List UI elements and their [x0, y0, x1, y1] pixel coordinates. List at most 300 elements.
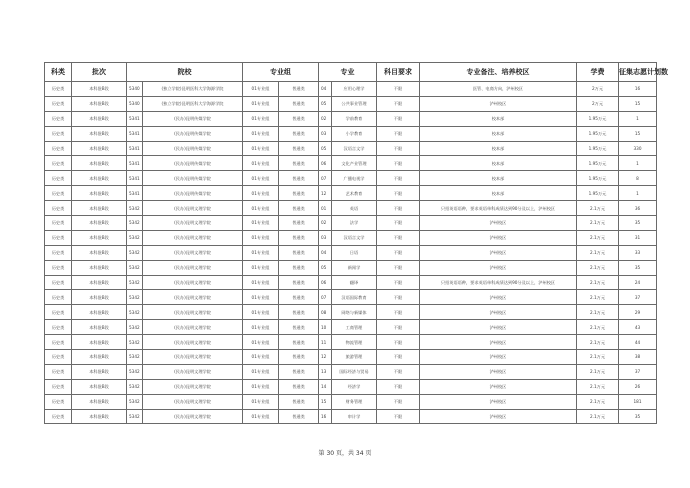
table-row: [45, 230, 657, 245]
cell-major-notes: 校本部: [420, 171, 577, 186]
cell-plan-count: 37: [619, 290, 657, 305]
cell-institution-code: 5342: [127, 350, 143, 365]
cell-tuition: 1.95万元: [577, 111, 619, 126]
cell-plan-count: 26: [619, 379, 657, 394]
cell-subject-category: 历史类: [45, 260, 72, 275]
cell-institution-code: 5342: [127, 245, 143, 260]
cell-major: 经济学: [332, 379, 377, 394]
cell-subject-requirement: 不限: [377, 186, 420, 201]
cell-major: 学前教育: [332, 111, 377, 126]
table-row: [45, 245, 657, 260]
cell-group-code: 01专业组: [243, 379, 279, 394]
cell-major: 汉语言文学: [332, 230, 377, 245]
cell-tuition: 1.95万元: [577, 156, 619, 171]
cell-institution: (民办)昆明传媒学院: [143, 186, 243, 201]
cell-subject-requirement: 不限: [377, 364, 420, 379]
cell-major: 法学: [332, 216, 377, 231]
cell-subject-category: 历史类: [45, 379, 72, 394]
cell-subject-requirement: 不限: [377, 156, 420, 171]
cell-tuition: 1.95万元: [577, 141, 619, 156]
cell-plan-count: 43: [619, 320, 657, 335]
cell-batch: 本科批B段: [72, 82, 127, 97]
cell-institution: (民办)昆明文理学院: [143, 379, 243, 394]
cell-major-code: 10: [319, 320, 332, 335]
cell-subject-category: 历史类: [45, 394, 72, 409]
cell-batch: 本科批B段: [72, 230, 127, 245]
table-row: [45, 171, 657, 186]
cell-subject-requirement: 不限: [377, 290, 420, 305]
cell-group-code: 01专业组: [243, 186, 279, 201]
cell-tuition: 2.1万元: [577, 290, 619, 305]
cell-major: 网络与新媒体: [332, 305, 377, 320]
cell-major-code: 13: [319, 364, 332, 379]
cell-major-code: 12: [319, 186, 332, 201]
cell-subject-category: 历史类: [45, 216, 72, 231]
cell-plan-count: 1: [619, 156, 657, 171]
cell-batch: 本科批B段: [72, 305, 127, 320]
cell-subject-requirement: 不限: [377, 82, 420, 97]
cell-subject-requirement: 不限: [377, 409, 420, 424]
cell-plan-count: 15: [619, 126, 657, 141]
cell-tuition: 1.95万元: [577, 171, 619, 186]
cell-institution-code: 5341: [127, 186, 143, 201]
cell-institution: (民办)昆明文理学院: [143, 260, 243, 275]
cell-institution: (民办)昆明文理学院: [143, 335, 243, 350]
table-row: [45, 290, 657, 305]
cell-major-code: 11: [319, 335, 332, 350]
cell-tuition: 2.1万元: [577, 364, 619, 379]
header-major-notes: 专业备注、培养校区: [420, 63, 577, 82]
cell-major: 文化产业管理: [332, 156, 377, 171]
cell-batch: 本科批B段: [72, 245, 127, 260]
cell-group-type: 普通类: [279, 394, 319, 409]
cell-institution: (独立学院)昆明医科大学海源学院: [143, 82, 243, 97]
cell-major-code: 07: [319, 290, 332, 305]
cell-group-code: 01专业组: [243, 290, 279, 305]
table-row: [45, 126, 657, 141]
cell-institution-code: 5342: [127, 335, 143, 350]
cell-major: 汉语言文学: [332, 141, 377, 156]
cell-group-code: 01专业组: [243, 275, 279, 290]
cell-group-type: 普通类: [279, 290, 319, 305]
cell-plan-count: 35: [619, 260, 657, 275]
cell-group-code: 01专业组: [243, 394, 279, 409]
header-tuition: 学费: [577, 63, 619, 82]
page-footer: 第 30 页，共 34 页: [318, 450, 372, 457]
cell-group-type: 普通类: [279, 275, 319, 290]
cell-institution: (民办)昆明文理学院: [143, 290, 243, 305]
cell-major-notes: 校本部: [420, 141, 577, 156]
cell-plan-count: 35: [619, 216, 657, 231]
cell-group-type: 普通类: [279, 409, 319, 424]
cell-group-type: 普通类: [279, 156, 319, 171]
cell-major: 公共事业管理: [332, 96, 377, 111]
cell-institution-code: 5342: [127, 290, 143, 305]
cell-institution-code: 5342: [127, 409, 143, 424]
cell-subject-requirement: 不限: [377, 230, 420, 245]
cell-institution: (民办)昆明文理学院: [143, 364, 243, 379]
cell-institution-code: 5340: [127, 82, 143, 97]
table-row: [45, 379, 657, 394]
cell-group-code: 01专业组: [243, 409, 279, 424]
cell-group-type: 普通类: [279, 320, 319, 335]
table-row: [45, 350, 657, 365]
cell-major-code: 08: [319, 305, 332, 320]
cell-institution: (独立学院)昆明医科大学海源学院: [143, 96, 243, 111]
cell-institution: (民办)昆明传媒学院: [143, 141, 243, 156]
cell-tuition: 2.1万元: [577, 201, 619, 216]
cell-subject-category: 历史类: [45, 126, 72, 141]
table-row: [45, 216, 657, 231]
cell-major: 汉语国际教育: [332, 290, 377, 305]
cell-major: 小学教育: [332, 126, 377, 141]
cell-subject-category: 历史类: [45, 320, 72, 335]
cell-major-code: 03: [319, 126, 332, 141]
cell-plan-count: 33: [619, 245, 657, 260]
cell-major-notes: 泸州校区: [420, 96, 577, 111]
cell-group-code: 01专业组: [243, 171, 279, 186]
cell-major-notes: 泸州校区: [420, 216, 577, 231]
table-row: [45, 275, 657, 290]
cell-subject-requirement: 不限: [377, 350, 420, 365]
cell-group-type: 普通类: [279, 216, 319, 231]
cell-tuition: 2.1万元: [577, 275, 619, 290]
cell-batch: 本科批B段: [72, 171, 127, 186]
cell-institution-code: 5341: [127, 126, 143, 141]
table-row: [45, 260, 657, 275]
cell-tuition: 1.95万元: [577, 126, 619, 141]
enrollment-plan-table: [44, 62, 668, 424]
cell-batch: 本科批B段: [72, 126, 127, 141]
cell-plan-count: 35: [619, 409, 657, 424]
cell-major-notes: 泸州校区: [420, 260, 577, 275]
cell-major: 翻译: [332, 275, 377, 290]
cell-group-code: 01专业组: [243, 126, 279, 141]
table-row: [45, 201, 657, 216]
cell-batch: 本科批B段: [72, 201, 127, 216]
cell-group-code: 01专业组: [243, 260, 279, 275]
cell-tuition: 2.1万元: [577, 305, 619, 320]
cell-plan-count: 8: [619, 171, 657, 186]
cell-major: 财务管理: [332, 394, 377, 409]
cell-major: 艺术教育: [332, 186, 377, 201]
cell-major-notes: 泸州校区: [420, 320, 577, 335]
cell-subject-requirement: 不限: [377, 260, 420, 275]
cell-group-type: 普通类: [279, 126, 319, 141]
cell-group-type: 普通类: [279, 260, 319, 275]
cell-subject-category: 历史类: [45, 111, 72, 126]
cell-major-code: 02: [319, 216, 332, 231]
cell-group-type: 普通类: [279, 230, 319, 245]
cell-institution: (民办)昆明传媒学院: [143, 126, 243, 141]
table-row: [45, 394, 657, 409]
cell-subject-requirement: 不限: [377, 171, 420, 186]
table-row: [45, 82, 657, 97]
cell-major-notes: 泸州校区: [420, 245, 577, 260]
cell-plan-count: 15: [619, 96, 657, 111]
cell-group-type: 普通类: [279, 305, 319, 320]
table-row: [45, 335, 657, 350]
cell-major-code: 05: [319, 96, 332, 111]
cell-batch: 本科批B段: [72, 290, 127, 305]
cell-major-code: 14: [319, 379, 332, 394]
cell-major-notes: 校本部: [420, 156, 577, 171]
cell-major-notes: 只招英语语种，要求英语单科成绩达到90分及以上，泸州校区: [420, 201, 577, 216]
cell-group-type: 普通类: [279, 111, 319, 126]
cell-batch: 本科批B段: [72, 96, 127, 111]
cell-institution: (民办)昆明文理学院: [143, 230, 243, 245]
cell-batch: 本科批B段: [72, 364, 127, 379]
cell-plan-count: 38: [619, 350, 657, 365]
cell-plan-count: 181: [619, 394, 657, 409]
cell-institution-code: 5342: [127, 394, 143, 409]
cell-subject-category: 历史类: [45, 201, 72, 216]
cell-subject-category: 历史类: [45, 350, 72, 365]
cell-major: 审计学: [332, 409, 377, 424]
cell-tuition: 2.1万元: [577, 216, 619, 231]
table-row: [45, 305, 657, 320]
cell-plan-count: 36: [619, 201, 657, 216]
cell-tuition: 2.1万元: [577, 320, 619, 335]
cell-subject-requirement: 不限: [377, 216, 420, 231]
cell-major-code: 05: [319, 141, 332, 156]
cell-subject-category: 历史类: [45, 96, 72, 111]
cell-subject-category: 历史类: [45, 409, 72, 424]
cell-group-type: 普通类: [279, 96, 319, 111]
cell-institution-code: 5342: [127, 260, 143, 275]
cell-group-code: 01专业组: [243, 141, 279, 156]
cell-plan-count: 37: [619, 364, 657, 379]
header-institution: 院校: [127, 63, 243, 82]
cell-batch: 本科批B段: [72, 409, 127, 424]
cell-major-notes: 泸州校区: [420, 335, 577, 350]
cell-major-notes: 泸州校区: [420, 364, 577, 379]
cell-group-type: 普通类: [279, 364, 319, 379]
cell-subject-requirement: 不限: [377, 320, 420, 335]
cell-batch: 本科批B段: [72, 394, 127, 409]
cell-institution-code: 5342: [127, 201, 143, 216]
cell-subject-requirement: 不限: [377, 379, 420, 394]
cell-major: 国际经济与贸易: [332, 364, 377, 379]
cell-batch: 本科批B段: [72, 156, 127, 171]
cell-tuition: 2.1万元: [577, 394, 619, 409]
cell-subject-requirement: 不限: [377, 111, 420, 126]
cell-institution: (民办)昆明文理学院: [143, 275, 243, 290]
cell-batch: 本科批B段: [72, 335, 127, 350]
cell-institution: (民办)昆明文理学院: [143, 201, 243, 216]
cell-institution-code: 5342: [127, 305, 143, 320]
cell-subject-category: 历史类: [45, 275, 72, 290]
cell-subject-category: 历史类: [45, 335, 72, 350]
cell-institution-code: 5342: [127, 230, 143, 245]
table-body: [45, 82, 657, 424]
cell-subject-category: 历史类: [45, 290, 72, 305]
cell-major-notes: 校本部: [420, 111, 577, 126]
cell-tuition: 2.1万元: [577, 230, 619, 245]
cell-group-type: 普通类: [279, 186, 319, 201]
cell-batch: 本科批B段: [72, 216, 127, 231]
cell-major-notes: 校本部: [420, 126, 577, 141]
cell-institution-code: 5341: [127, 171, 143, 186]
cell-subject-requirement: 不限: [377, 335, 420, 350]
cell-major-notes: 医管、电商方向，泸州校区: [420, 82, 577, 97]
cell-major: 工商管理: [332, 320, 377, 335]
cell-major-code: 01: [319, 201, 332, 216]
cell-group-code: 01专业组: [243, 201, 279, 216]
cell-group-code: 01专业组: [243, 364, 279, 379]
cell-group-code: 01专业组: [243, 82, 279, 97]
cell-institution-code: 5341: [127, 111, 143, 126]
cell-subject-category: 历史类: [45, 171, 72, 186]
table-row: [45, 320, 657, 335]
cell-tuition: 2.1万元: [577, 245, 619, 260]
cell-institution: (民办)昆明文理学院: [143, 245, 243, 260]
cell-major-notes: 泸州校区: [420, 290, 577, 305]
cell-subject-requirement: 不限: [377, 275, 420, 290]
table-row: [45, 156, 657, 171]
cell-subject-category: 历史类: [45, 364, 72, 379]
table-row: [45, 111, 657, 126]
cell-major-notes: 校本部: [420, 186, 577, 201]
cell-major: 广播电视学: [332, 171, 377, 186]
cell-tuition: 2.1万元: [577, 260, 619, 275]
cell-major-code: 04: [319, 82, 332, 97]
cell-group-type: 普通类: [279, 335, 319, 350]
cell-institution: (民办)昆明传媒学院: [143, 156, 243, 171]
cell-major-code: 04: [319, 245, 332, 260]
cell-subject-category: 历史类: [45, 156, 72, 171]
cell-subject-category: 历史类: [45, 141, 72, 156]
cell-group-code: 01专业组: [243, 350, 279, 365]
cell-major-code: 16: [319, 409, 332, 424]
cell-subject-requirement: 不限: [377, 126, 420, 141]
header-plan-count: 征集志愿计划数: [619, 63, 657, 82]
cell-tuition: 2万元: [577, 96, 619, 111]
cell-group-type: 普通类: [279, 171, 319, 186]
cell-tuition: 1.95万元: [577, 186, 619, 201]
cell-major-code: 03: [319, 230, 332, 245]
cell-subject-requirement: 不限: [377, 96, 420, 111]
cell-batch: 本科批B段: [72, 141, 127, 156]
cell-institution-code: 5342: [127, 364, 143, 379]
cell-plan-count: 1: [619, 186, 657, 201]
cell-institution-code: 5341: [127, 156, 143, 171]
cell-group-type: 普通类: [279, 245, 319, 260]
cell-institution-code: 5342: [127, 275, 143, 290]
cell-subject-category: 历史类: [45, 82, 72, 97]
cell-subject-category: 历史类: [45, 230, 72, 245]
cell-major: 应用心理学: [332, 82, 377, 97]
cell-major-notes: 泸州校区: [420, 350, 577, 365]
cell-major-notes: 泸州校区: [420, 379, 577, 394]
cell-institution: (民办)昆明文理学院: [143, 409, 243, 424]
cell-subject-category: 历史类: [45, 186, 72, 201]
cell-institution: (民办)昆明文理学院: [143, 216, 243, 231]
cell-group-code: 01专业组: [243, 320, 279, 335]
cell-subject-requirement: 不限: [377, 305, 420, 320]
cell-institution-code: 5342: [127, 216, 143, 231]
cell-institution: (民办)昆明传媒学院: [143, 111, 243, 126]
cell-institution: (民办)昆明文理学院: [143, 305, 243, 320]
header-subject-category: 科类: [45, 63, 72, 82]
header-batch: 批次: [72, 63, 127, 82]
cell-subject-requirement: 不限: [377, 141, 420, 156]
cell-subject-requirement: 不限: [377, 201, 420, 216]
cell-plan-count: 29: [619, 305, 657, 320]
table-row: [45, 96, 657, 111]
cell-major-notes: 只招英语语种，要求英语单科成绩达到90分及以上，泸州校区: [420, 275, 577, 290]
cell-plan-count: 330: [619, 141, 657, 156]
header-major-group: 专业组: [243, 63, 319, 82]
cell-institution: (民办)昆明文理学院: [143, 350, 243, 365]
header-major: 专业: [319, 63, 377, 82]
cell-tuition: 2.1万元: [577, 409, 619, 424]
cell-major-notes: 泸州校区: [420, 305, 577, 320]
cell-major-notes: 泸州校区: [420, 394, 577, 409]
cell-tuition: 2万元: [577, 82, 619, 97]
cell-tuition: 2.1万元: [577, 350, 619, 365]
cell-institution: (民办)昆明文理学院: [143, 320, 243, 335]
cell-group-code: 01专业组: [243, 216, 279, 231]
cell-group-type: 普通类: [279, 350, 319, 365]
table-row: [45, 186, 657, 201]
cell-batch: 本科批B段: [72, 320, 127, 335]
cell-plan-count: 24: [619, 275, 657, 290]
cell-institution-code: 5342: [127, 320, 143, 335]
cell-group-code: 01专业组: [243, 96, 279, 111]
cell-tuition: 2.1万元: [577, 335, 619, 350]
cell-group-type: 普通类: [279, 141, 319, 156]
cell-major-code: 06: [319, 275, 332, 290]
cell-subject-requirement: 不限: [377, 245, 420, 260]
cell-subject-requirement: 不限: [377, 394, 420, 409]
cell-plan-count: 44: [619, 335, 657, 350]
table-header-row: [45, 63, 657, 82]
cell-tuition: 2.1万元: [577, 379, 619, 394]
cell-batch: 本科批B段: [72, 260, 127, 275]
table-row: [45, 409, 657, 424]
cell-group-type: 普通类: [279, 201, 319, 216]
cell-major: 英语: [332, 201, 377, 216]
cell-batch: 本科批B段: [72, 379, 127, 394]
cell-group-code: 01专业组: [243, 230, 279, 245]
cell-major: 新闻学: [332, 260, 377, 275]
cell-institution: (民办)昆明传媒学院: [143, 171, 243, 186]
cell-batch: 本科批B段: [72, 350, 127, 365]
header-subject-requirement: 科目要求: [377, 63, 420, 82]
cell-major-code: 02: [319, 111, 332, 126]
cell-major-notes: 泸州校区: [420, 230, 577, 245]
cell-major-code: 07: [319, 171, 332, 186]
cell-group-code: 01专业组: [243, 111, 279, 126]
cell-major: 物流管理: [332, 335, 377, 350]
table-row: [45, 364, 657, 379]
cell-group-code: 01专业组: [243, 305, 279, 320]
cell-major: 旅游管理: [332, 350, 377, 365]
cell-plan-count: 1: [619, 111, 657, 126]
cell-plan-count: 16: [619, 82, 657, 97]
cell-major-code: 15: [319, 394, 332, 409]
cell-major: 日语: [332, 245, 377, 260]
cell-group-code: 01专业组: [243, 156, 279, 171]
table-row: [45, 141, 657, 156]
cell-major-code: 12: [319, 350, 332, 365]
cell-subject-category: 历史类: [45, 245, 72, 260]
cell-subject-category: 历史类: [45, 305, 72, 320]
cell-institution-code: 5341: [127, 141, 143, 156]
cell-group-type: 普通类: [279, 379, 319, 394]
cell-institution-code: 5342: [127, 379, 143, 394]
